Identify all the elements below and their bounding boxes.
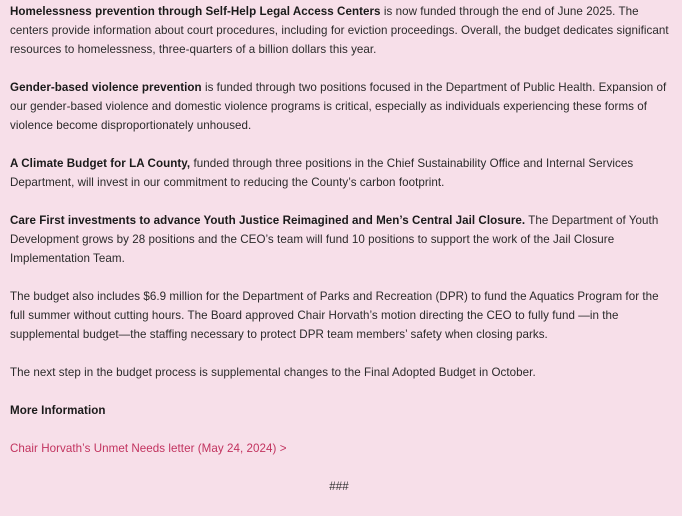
- paragraph-next-step: The next step in the budget process is supplemental changes to the Final Adopted Budget in October.: [10, 366, 536, 379]
- unmet-needs-letter-link[interactable]: Chair Horvath’s Unmet Needs letter (May 24, 2024) >: [10, 442, 287, 455]
- paragraph-heading: A Climate Budget for LA County,: [10, 157, 191, 170]
- end-of-release-mark: ###: [329, 480, 349, 493]
- paragraph-heading: Care First investments to advance Youth Justice Reimagined and Men’s Central Jail Closure.: [10, 214, 526, 227]
- paragraph-parks-recreation: The budget also includes $6.9 million for the Department of Parks and Recreation (DPR) to fund the Aquatics Program for the full summer without cutting hours. The Board approved Chair Horvath’s motion directing the CEO to fully fund —in the supplemental budget—the staffing necessary to protect DPR team members’ safety when closing parks.: [10, 290, 659, 341]
- paragraph-text: funded through three positions in the Chief Sustainability Office and Internal Services Department, will invest in our commitment to reducing the County’s carbon footprint.: [10, 157, 634, 189]
- paragraph-text: The Department of Youth Development grows by 28 positions and the CEO’s team will fund 10 positions to support the work of the Jail Closure Implementation Team.: [10, 214, 659, 265]
- paragraph-homelessness-prevention: [10, 2, 670, 59]
- article-body: [10, 2, 670, 496]
- paragraph-text: is funded through two positions focused in the Department of Public Health. Expansion of our gender-based violence and domestic violence programs is critical, especially as individuals experiencing these forms of violence become disproportionately unhoused.: [10, 81, 667, 132]
- paragraph-care-first: [10, 211, 670, 268]
- unmet-needs-letter-line: [10, 439, 670, 458]
- paragraph-gender-violence-prevention: [10, 78, 670, 135]
- more-information-heading: More Information: [10, 404, 106, 417]
- paragraph-heading: Gender-based violence prevention: [10, 81, 202, 94]
- paragraph-heading: Homelessness prevention through Self-Help Legal Access Centers: [10, 5, 381, 18]
- paragraph-climate-budget: [10, 154, 670, 192]
- paragraph-text: is now funded through the end of June 2025. The centers provide information about court procedures, including for eviction proceedings. Overall, the budget dedicates significant resources to homelessness, three-quarters of a billion dollars this year.: [10, 5, 669, 56]
